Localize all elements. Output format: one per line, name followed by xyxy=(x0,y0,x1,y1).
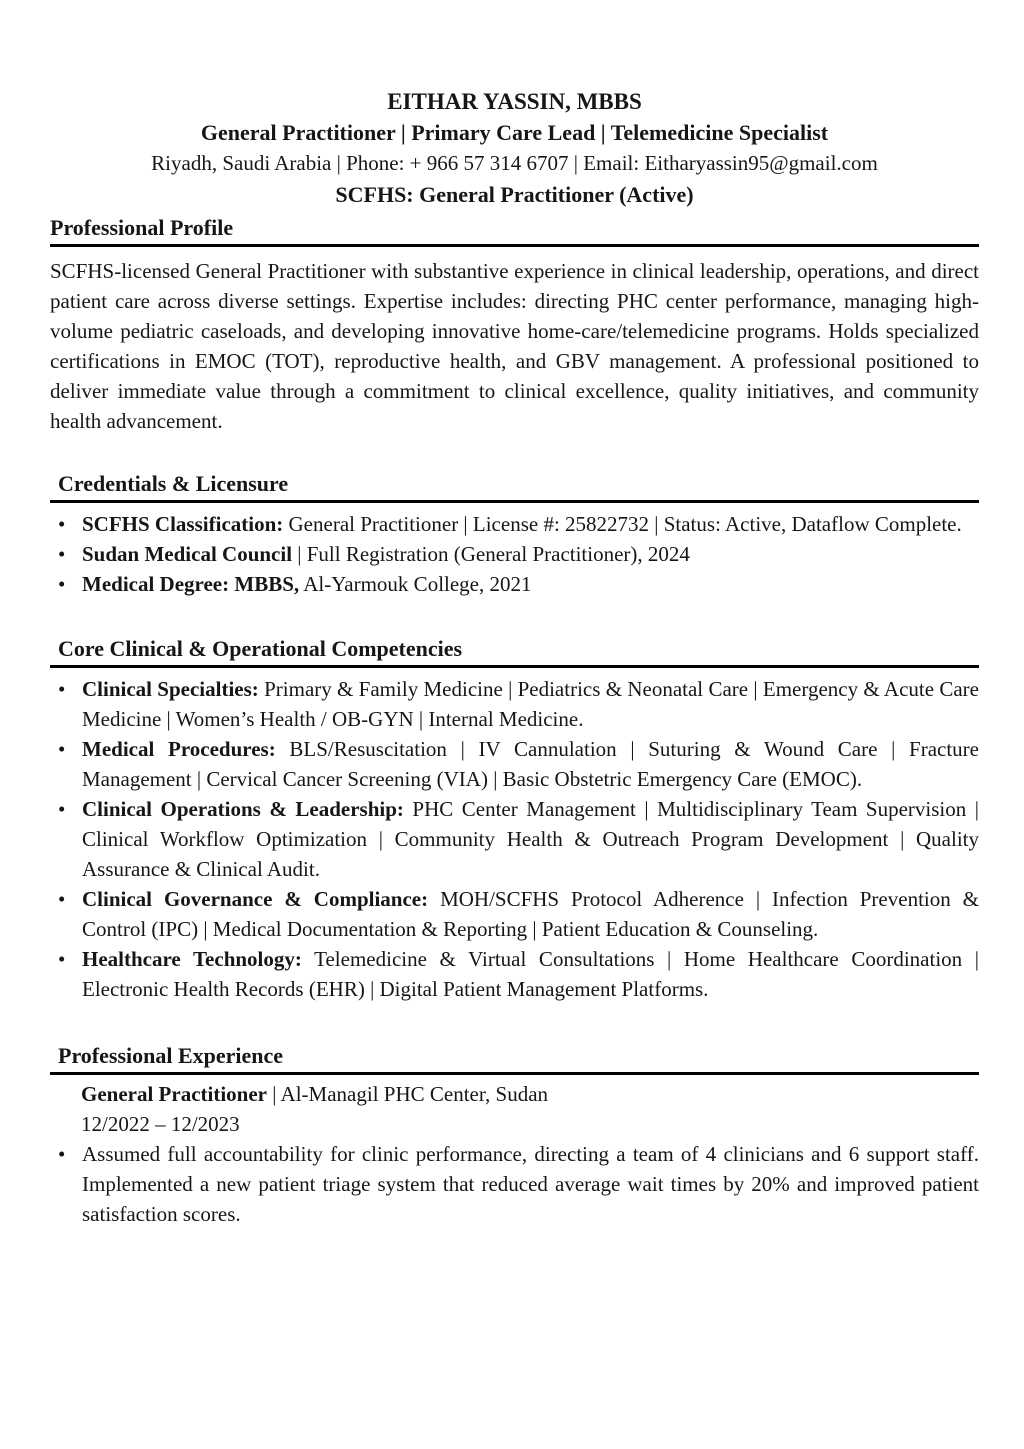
list-item xyxy=(50,569,979,599)
item-lead: Clinical Operations & Leadership: xyxy=(82,797,404,821)
section-heading-credentials: Credentials & Licensure xyxy=(58,471,289,496)
license-status-line: SCFHS: General Practitioner (Active) xyxy=(335,182,694,207)
candidate-name: EITHAR YASSIN, MBBS xyxy=(387,89,642,114)
competencies-list xyxy=(50,674,979,1004)
item-text: Telemedicine & Virtual Consultations | Home Healthcare Coordination | Electronic Health Records (EHR) | Digital Patient Management Platforms. xyxy=(82,947,979,1001)
section-professional-profile xyxy=(50,214,979,436)
section-divider xyxy=(50,244,979,247)
item-text: BLS/Resuscitation | IV Cannulation | Suturing & Wound Care | Fracture Management | Cervical Cancer Screening (VIA) | Basic Obstetric Emergency Care (EMOC). xyxy=(82,737,979,791)
section-heading-competencies: Core Clinical & Operational Competencies xyxy=(58,636,463,661)
profile-paragraph: SCFHS-licensed General Practitioner with substantive experience in clinical leadership, operations, and direct patient care across diverse settings. Expertise includes: directing PHC center performance, managing high-volume pediatric caseloads, and developing innovative home-care/telemedicine programs. Holds specialized certifications in EMOC (TOT), reproductive health, and GBV management. A professional positioned to deliver immediate value through a commitment to clinical excellence, quality initiatives, and community health advancement. xyxy=(50,259,979,433)
list-item xyxy=(50,509,979,539)
item-lead: Medical Procedures: xyxy=(82,737,276,761)
bullet-icon: • xyxy=(58,797,66,821)
item-text: | Full Registration (General Practitioner), 2024 xyxy=(292,542,690,566)
job-organization: | Al-Managil PHC Center, Sudan xyxy=(267,1082,549,1106)
section-core-competencies xyxy=(50,635,979,1004)
credentials-list xyxy=(50,509,979,599)
section-credentials-licensure xyxy=(50,470,979,599)
section-divider xyxy=(50,500,979,503)
bullet-icon: • xyxy=(58,1142,66,1166)
bullet-icon: • xyxy=(58,887,66,911)
item-lead: Clinical Governance & Compliance: xyxy=(82,887,429,911)
item-text: General Practitioner | License #: 25822732 | Status: Active, Dataflow Complete. xyxy=(283,512,962,536)
item-lead: Sudan Medical Council xyxy=(82,542,293,566)
job-bullets-list xyxy=(50,1139,979,1229)
list-item xyxy=(50,884,979,944)
job-title-line xyxy=(50,1079,979,1109)
item-text: PHC Center Management | Multidisciplinary Team Supervision | Clinical Workflow Optimization | Community Health & Outreach Program Development | Quality Assurance & Clinical Audit. xyxy=(82,797,979,881)
resume-header xyxy=(50,86,979,210)
contact-line: Riyadh, Saudi Arabia | Phone: + 966 57 314 6707 | Email: Eitharyassin95@gmail.com xyxy=(151,151,878,175)
bullet-icon: • xyxy=(58,947,66,971)
item-lead: Clinical Specialties: xyxy=(82,677,259,701)
bullet-icon: • xyxy=(58,542,66,566)
section-divider xyxy=(50,665,979,668)
bullet-icon: • xyxy=(58,572,66,596)
section-professional-experience xyxy=(50,1042,979,1229)
list-item xyxy=(50,539,979,569)
bullet-icon: • xyxy=(58,512,66,536)
list-item xyxy=(50,1139,979,1229)
item-lead: SCFHS Classification: xyxy=(82,512,284,536)
section-heading-profile: Professional Profile xyxy=(50,215,234,240)
item-text: Assumed full accountability for clinic performance, directing a team of 4 clinicians and 6 support staff. Implemented a new patient triage system that reduced average wait times by 20% and improved patient satisfaction scores. xyxy=(82,1142,979,1226)
bullet-icon: • xyxy=(58,737,66,761)
experience-entry xyxy=(50,1079,979,1229)
item-lead: Medical Degree: MBBS, xyxy=(82,572,300,596)
section-divider xyxy=(50,1072,979,1075)
job-title: General Practitioner xyxy=(81,1082,268,1106)
item-text: MOH/SCFHS Protocol Adherence | Infection Prevention & Control (IPC) | Medical Documentation & Reporting | Patient Education & Counseling. xyxy=(82,887,980,941)
bullet-icon: • xyxy=(58,677,66,701)
item-text: Al-Yarmouk College, 2021 xyxy=(299,572,532,596)
item-lead: Healthcare Technology: xyxy=(82,947,302,971)
job-dates: 12/2022 – 12/2023 xyxy=(81,1112,240,1136)
candidate-title: General Practitioner | Primary Care Lead | Telemedicine Specialist xyxy=(200,120,829,145)
list-item xyxy=(50,734,979,794)
list-item xyxy=(50,944,979,1004)
section-heading-experience: Professional Experience xyxy=(58,1043,284,1068)
list-item xyxy=(50,794,979,884)
item-text: Primary & Family Medicine | Pediatrics & Neonatal Care | Emergency & Acute Care Medicine | Women’s Health / OB-GYN | Internal Medicine. xyxy=(82,677,979,731)
list-item xyxy=(50,674,979,734)
